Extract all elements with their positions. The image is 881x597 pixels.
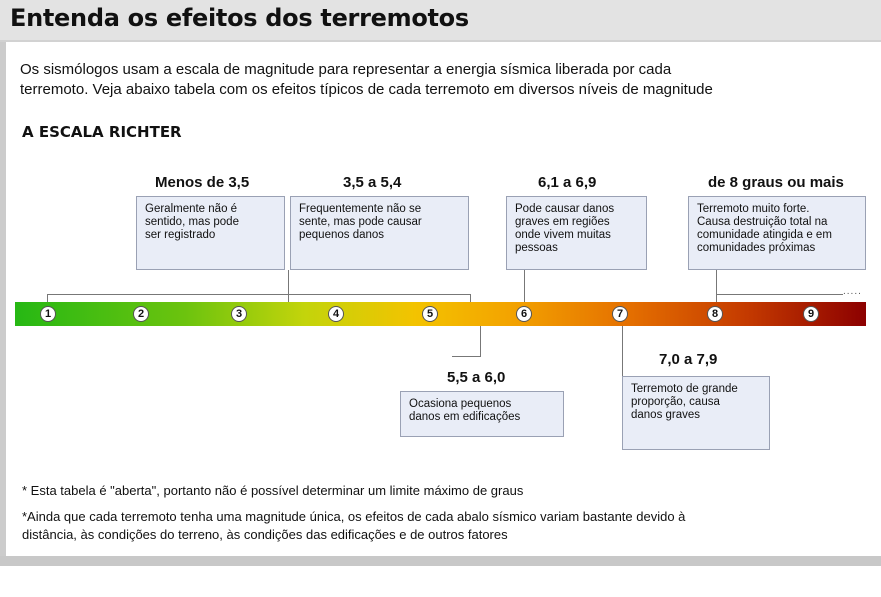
effect-box-r5 — [622, 376, 770, 450]
effect-box-r6 — [688, 196, 866, 270]
scale-marker-9: 9 — [803, 306, 819, 322]
continuation-dots: ..... — [843, 286, 862, 297]
effect-line: graves em regiões — [515, 216, 610, 228]
bracket-r6 — [716, 294, 843, 295]
footer-bar — [0, 556, 881, 566]
connector-r4 — [524, 270, 525, 302]
effect-line: Ocasiona pequenos — [409, 398, 512, 410]
intro-text — [20, 60, 880, 100]
effect-line: proporção, causa — [631, 396, 720, 408]
connector-r3 — [480, 326, 481, 356]
connector-r1-r2 — [288, 270, 289, 302]
connector-r5 — [622, 326, 623, 376]
effect-line: sentido, mas pode — [145, 216, 239, 228]
range-label-r5: 7,0 a 7,9 — [659, 351, 718, 368]
effect-line: Pode causar danos — [515, 203, 615, 215]
section-title: A ESCALA RICHTER — [22, 123, 182, 141]
effect-box-r2 — [290, 196, 469, 270]
footnote-2-line-2: distância, às condições do terreno, às condições das edificações e de outros fatores — [22, 527, 508, 542]
footnote-1: * Esta tabela é "aberta", portanto não é possível determinar um limite máximo de graus — [22, 483, 524, 498]
scale-marker-5: 5 — [422, 306, 438, 322]
range-label-r6: de 8 graus ou mais — [708, 174, 844, 191]
range-label-r2: 3,5 a 5,4 — [343, 174, 402, 191]
effect-line: comunidade atingida e em — [697, 229, 832, 241]
scale-marker-3: 3 — [231, 306, 247, 322]
bracket-tick — [47, 294, 48, 302]
bracket-r1 — [47, 294, 288, 295]
effect-box-r4 — [506, 196, 647, 270]
bracket-tick — [470, 294, 471, 302]
effect-line: pessoas — [515, 242, 558, 254]
effect-line: onde vivem muitas — [515, 229, 611, 241]
range-label-r3: 5,5 a 6,0 — [447, 369, 506, 386]
effect-line: Causa destruição total na — [697, 216, 828, 228]
effect-line: sente, mas pode causar — [299, 216, 422, 228]
effect-line: ser registrado — [145, 229, 216, 241]
connector-r3-h — [452, 356, 481, 357]
effect-line: comunidades próximas — [697, 242, 816, 254]
effect-line: danos graves — [631, 409, 701, 421]
intro-line-2: terremoto. Veja abaixo tabela com os efeitos típicos de cada terremoto em diversos níveis de magnitude — [20, 81, 713, 98]
scale-marker-6: 6 — [516, 306, 532, 322]
range-label-r4: 6,1 a 6,9 — [538, 174, 597, 191]
scale-marker-2: 2 — [133, 306, 149, 322]
page-title: Entenda os efeitos dos terremotos — [10, 4, 469, 32]
header-bar — [0, 0, 881, 42]
effect-line: Geralmente não é — [145, 203, 238, 215]
scale-marker-4: 4 — [328, 306, 344, 322]
effect-line: Frequentemente não se — [299, 203, 422, 215]
effect-line: Terremoto muito forte. — [697, 203, 810, 215]
connector-r6 — [716, 270, 717, 302]
scale-marker-8: 8 — [707, 306, 723, 322]
scale-marker-7: 7 — [612, 306, 628, 322]
scale-marker-1: 1 — [40, 306, 56, 322]
effect-box-r1 — [136, 196, 285, 270]
effect-box-r3 — [400, 391, 564, 437]
left-border — [0, 42, 6, 556]
effect-line: pequenos danos — [299, 229, 385, 241]
intro-line-1: Os sismólogos usam a escala de magnitude para representar a energia sísmica liberada por cada — [20, 61, 672, 78]
effect-line: danos em edificações — [409, 411, 521, 423]
bracket-r2 — [288, 294, 470, 295]
effect-line: Terremoto de grande — [631, 383, 738, 395]
range-label-r1: Menos de 3,5 — [155, 174, 250, 191]
footnote-2-line-1: *Ainda que cada terremoto tenha uma magnitude única, os efeitos de cada abalo sísmico variam bastante devido à — [22, 509, 686, 524]
